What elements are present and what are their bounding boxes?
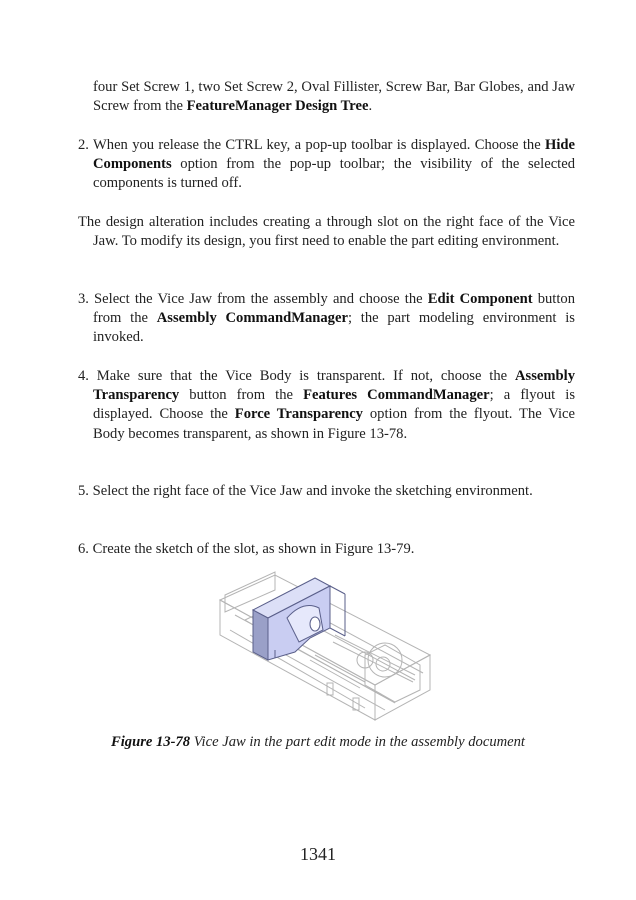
design-alteration-paragraph: The design alteration includes creating a through slot on the right face of the Vice Jaw. To modify its design, you first need to enable the part editing environment. xyxy=(78,214,575,250)
vice-jaw-figure xyxy=(215,560,435,730)
step-3-paragraph: 3. Select the Vice Jaw from the assembly and choose the Edit Component button from the Assembly CommandManager; the part modeling environment is invoked. xyxy=(78,291,576,346)
paragraph-continuation: four Set Screw 1, two Set Screw 2, Oval Fillister, Screw Bar, Bar Globes, and Jaw Screw from the FeatureManager Design Tree. xyxy=(93,79,575,115)
vice-jaw-highlight xyxy=(253,578,345,660)
figure-caption: Figure 13-78 Vice Jaw in the part edit mode in the assembly document xyxy=(111,734,525,750)
step-5-paragraph: 5. Select the right face of the Vice Jaw and invoke the sketching environment. xyxy=(78,483,533,499)
step-2-paragraph: 2. When you release the CTRL key, a pop-up toolbar is displayed. Choose the Hide Components option from the pop-up toolbar; the visibility of the selected components is turned off. xyxy=(78,137,575,192)
step-4-paragraph: 4. Make sure that the Vice Body is transparent. If not, choose the Assembly Transparency button from the Features CommandManager; a flyout is displayed. Choose the Force Transparency option from the flyout. The Vice Body becomes transparent, as shown in Figure 13-78. xyxy=(78,368,575,442)
page-number: 1341 xyxy=(300,844,336,864)
step-6-paragraph: 6. Create the sketch of the slot, as shown in Figure 13-79. xyxy=(78,541,415,557)
